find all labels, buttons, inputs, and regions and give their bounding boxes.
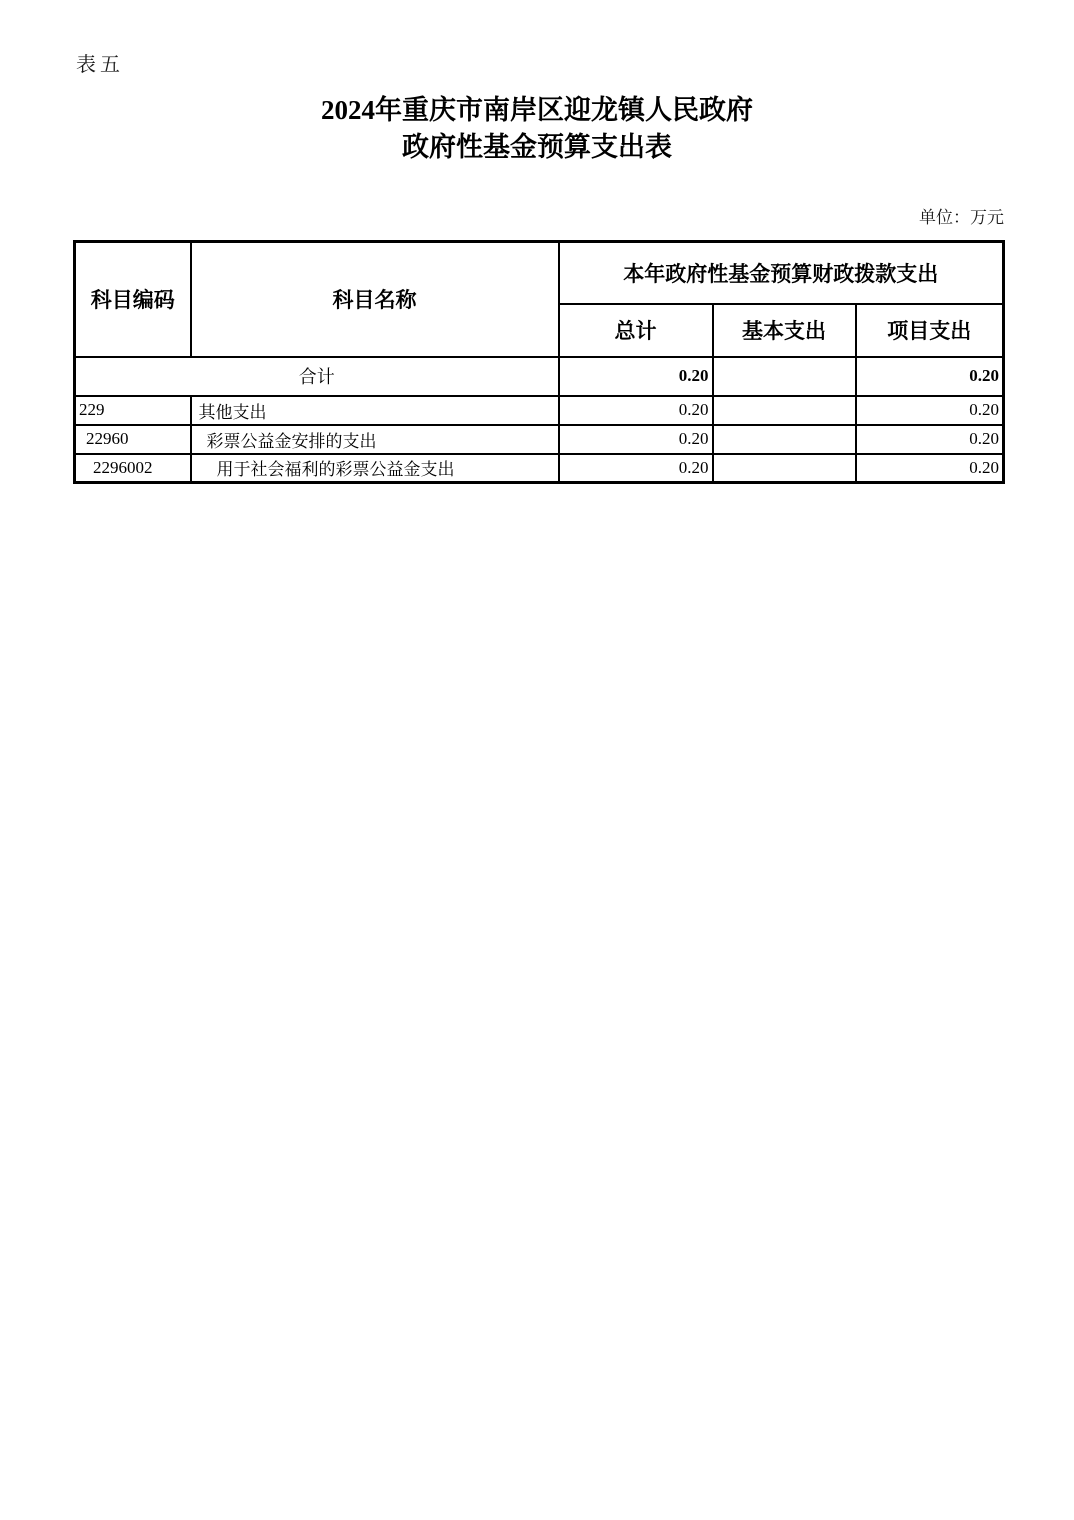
column-header-basic: 基本支出: [713, 304, 856, 357]
column-header-name: 科目名称: [191, 242, 559, 357]
row-basic: [713, 454, 856, 483]
column-header-group: 本年政府性基金预算财政拨款支出: [559, 242, 1004, 304]
page-title-line1: 2024年重庆市南岸区迎龙镇人民政府: [321, 95, 753, 125]
row-name: 其他支出: [191, 396, 559, 425]
table-row: [75, 454, 1004, 483]
row-basic: [713, 396, 856, 425]
row-total: 0.20: [559, 454, 713, 483]
row-project: 0.20: [856, 454, 1004, 483]
row-code: 22960: [75, 425, 191, 454]
total-row-total: 0.20: [559, 357, 713, 396]
row-name: 用于社会福利的彩票公益金支出: [191, 454, 559, 483]
row-basic: [713, 425, 856, 454]
total-row-basic: [713, 357, 856, 396]
row-project: 0.20: [856, 425, 1004, 454]
sheet-label: 表五: [76, 54, 124, 76]
page-title-line2: 政府性基金预算支出表: [402, 132, 672, 162]
row-name: 彩票公益金安排的支出: [191, 425, 559, 454]
row-total: 0.20: [559, 425, 713, 454]
total-row-label: 合计: [75, 357, 559, 396]
table-row: [75, 425, 1004, 454]
page-title: [0, 92, 1074, 166]
budget-table: [73, 240, 1005, 484]
header-row-1: [75, 242, 1004, 304]
column-header-code: 科目编码: [75, 242, 191, 357]
row-project: 0.20: [856, 396, 1004, 425]
column-header-project: 项目支出: [856, 304, 1004, 357]
row-code: 229: [75, 396, 191, 425]
table-row: [75, 396, 1004, 425]
column-header-total: 总计: [559, 304, 713, 357]
total-row: [75, 357, 1004, 396]
row-code: 2296002: [75, 454, 191, 483]
unit-note: 单位：万元: [919, 208, 1004, 227]
total-row-project: 0.20: [856, 357, 1004, 396]
row-total: 0.20: [559, 396, 713, 425]
